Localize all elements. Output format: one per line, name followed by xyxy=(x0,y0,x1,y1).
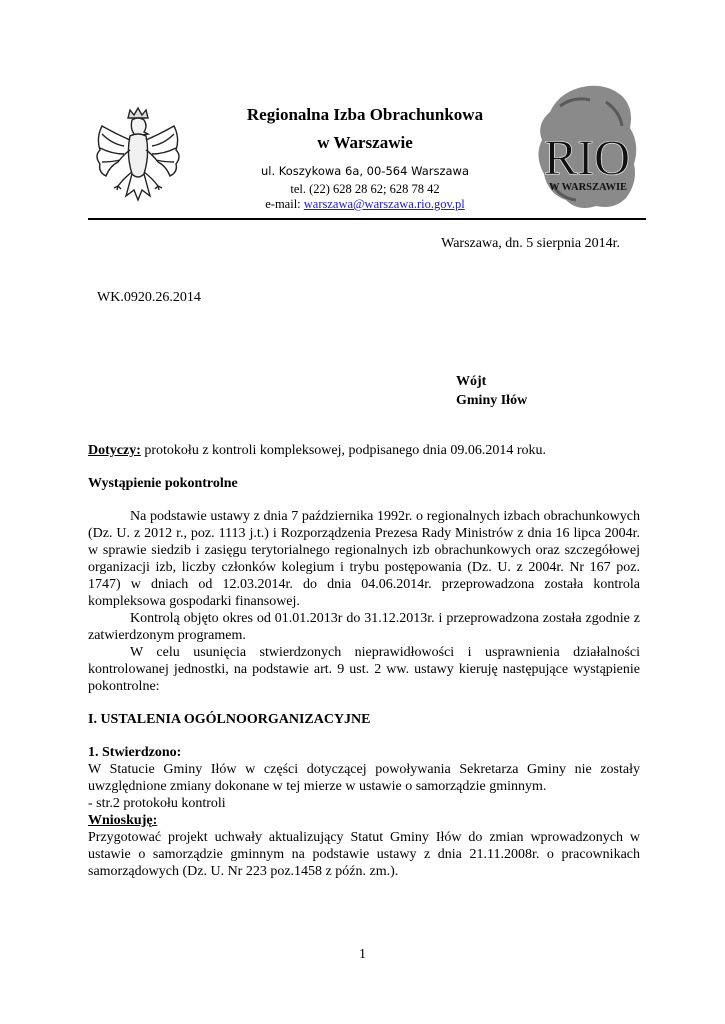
letter-body xyxy=(88,442,640,880)
letter-date: Warszawa, dn. 5 sierpnia 2014r. xyxy=(441,236,620,251)
recipient-block xyxy=(456,372,527,410)
letter-heading: Wystąpienie pokontrolne xyxy=(88,476,238,491)
page-number: 1 xyxy=(359,947,366,962)
header-divider xyxy=(88,218,646,220)
letter-reference: WK.0920.26.2014 xyxy=(97,290,201,305)
conclusion-text: Przygotować projekt uchwały aktualizujący Statut Gminy Iłów do zmian wprowadzonych w ustawie o samorządzie gminnym na podstawie ustawy z dnia 21.11.2008r. o pracownikach samorządowych (Dz. U. Nr 223 poz.1458 z późn. zm.). xyxy=(88,830,640,879)
institution-title: Regionalna Izba Obrachunkowa xyxy=(246,105,484,124)
institution-city: w Warszawie xyxy=(317,133,413,152)
section-1-title: I. USTALENIA OGÓLNOORGANIZACYJNE xyxy=(88,712,371,727)
rio-logo-text: RIO xyxy=(543,129,631,185)
rio-logo-subtext: W WARSZAWIE xyxy=(548,182,628,193)
eagle-emblem-icon xyxy=(88,104,188,214)
institution-address: ul. Koszykowa 6a, 00-564 Warszawa xyxy=(260,164,470,178)
subject-text: protokołu z kontroli kompleksowej, podpisanego dnia 09.06.2014 roku. xyxy=(140,443,547,458)
institution-email-line xyxy=(200,197,530,212)
paragraph-3: W celu usunięcia stwierdzonych nieprawidłowości i usprawnienia działalności kontrolowanej jednostki, na podstawie art. 9 ust. 2 ww. ustawy kieruję następujące wystąpienie pokontrolne: xyxy=(88,645,640,694)
item-1-title: 1. Stwierdzono: xyxy=(88,745,182,760)
email-link[interactable]: warszawa@warszawa.rio.gov.pl xyxy=(303,197,465,211)
subject-line xyxy=(88,442,640,459)
institution-phone: tel. (22) 628 28 62; 628 78 42 xyxy=(290,182,440,196)
rio-logo-icon xyxy=(530,82,644,214)
paragraph-1: Na podstawie ustawy z dnia 7 października 1992r. o regionalnych izbach obrachunkowych (Dz. U. z 2012 r., poz. 1113 j.t.) i Rozporządzenia Prezesa Rady Ministrów z dnia 16 lipca 2004r. w sprawie siedzib i zasięgu terytorialnego regionalnych izb obrachunkowych oraz szczegółowej organizacji izb, liczby członków kolegium i trybu postępowania (Dz. U. z 2004r. Nr 167 poz. 1747) w dniach od 12.03.2014r. do dnia 04.06.2014r. przeprowadzona została kontrola kompleksowa gospodarki finansowej. xyxy=(88,509,640,609)
recipient-line2: Gminy Iłów xyxy=(456,393,528,408)
item-1-reference: - str.2 protokołu kontroli xyxy=(88,796,226,811)
item-1-text: W Statucie Gminy Iłów w części dotyczącej powoływania Sekretarza Gminy nie zostały uwzględnione zmiany dokonane w tej mierze w ustawie o samorządzie gminnym. xyxy=(88,762,640,794)
email-prefix: e-mail: xyxy=(265,197,304,211)
recipient-line1: Wójt xyxy=(456,374,487,389)
paragraph-2: Kontrolą objęto okres od 01.01.2013r do 31.12.2013r. i przeprowadzona została zgodnie z zatwierdzonym programem. xyxy=(88,611,640,643)
subject-label: Dotyczy: xyxy=(88,443,141,458)
conclusion-label: Wnioskuję: xyxy=(88,813,158,828)
